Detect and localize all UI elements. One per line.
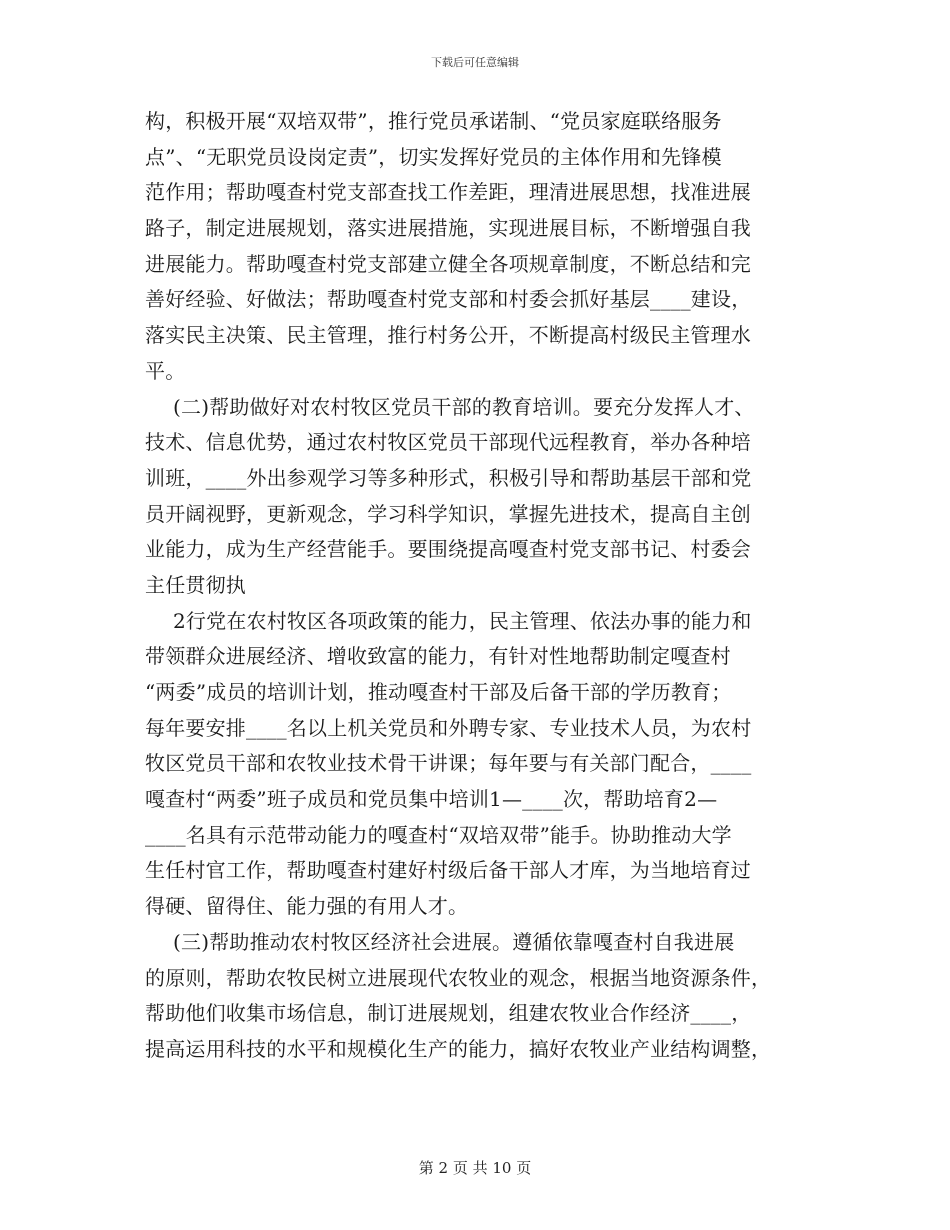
text-line: 生任村官工作，帮助嘎查村建好村级后备干部人才库，为当地培育过 [145,858,751,883]
text-line: “两委”成员的培训计划，推动嘎查村干部及后备干部的学历教育； [145,680,732,704]
text-line: 得硬、留得住、能力强的有用人才。 [145,894,469,919]
paragraph-start-line: 2行党在农村牧区各项政策的能力，民主管理、依法办事的能力和 [173,608,752,633]
text-line: ____名具有示范带动能力的嘎查村“双培双带”能手。协助推动大学 [145,822,732,847]
text-line: 牧区党员干部和农牧业技术骨干讲课；每年要与有关部门配合，____ [145,751,752,776]
text-line: 路子，制定进展规划，落实进展措施，实现进展目标，不断增强自我 [145,216,751,241]
paragraph-start-line: (三)帮助推动农村牧区经济社会进展。遵循依靠嘎查村自我进展 [173,929,735,954]
text-line: 提高运用科技的水平和规模化生产的能力，搞好农牧业产业结构调整， [145,1036,772,1061]
text-line: 进展能力。帮助嘎查村党支部建立健全各项规章制度，不断总结和完 [145,251,751,276]
text-line: 落实民主决策、民主管理，推行村务公开，不断提高村级民主管理水 [145,323,751,348]
page-number: 第 2 页 共 10 页 [418,1159,532,1177]
text-line: 主任贯彻执 [145,572,246,597]
text-line: 帮助他们收集市场信息，制订进展规划，组建农牧业合作经济____， [145,1001,752,1026]
text-line: 嘎查村“两委”班子成员和党员集中培训1—____次，帮助培育2— [145,787,718,812]
text-line: 技术、信息优势，通过农村牧区党员干部现代远程教育，举办各种培 [145,430,751,455]
text-line: 带领群众进展经济、增收致富的能力，有针对性地帮助制定嘎查村 [145,644,731,669]
page-header-note: 下载后可任意编辑 [431,56,519,69]
text-line: 构，积极开展“双培双带”，推行党员承诺制、“党员家庭联络服务 [145,109,722,133]
text-line: 善好经验、好做法；帮助嘎查村党支部和村委会抓好基层____建设， [145,287,752,312]
text-line: 范作用；帮助嘎查村党支部查找工作差距，理清进展思想，找准进展 [145,180,751,205]
text-line: 平。 [145,358,186,383]
text-line: 业能力，成为生产经营能手。要围绕提高嘎查村党支部书记、村委会 [145,537,751,562]
document-body [145,104,815,1068]
text-line: 的原则，帮助农牧民树立进展现代农牧业的观念，根据当地资源条件， [145,965,772,990]
text-line: 点”、“无职党员设岗定责”，切实发挥好党员的主体作用和先锋模 [145,144,722,169]
text-line: 训班，____外出参观学习等多种形式，积极引导和帮助基层干部和党 [145,465,752,490]
paragraph-start-line: (二)帮助做好对农村牧区党员干部的教育培训。要充分发挥人才、 [173,394,755,419]
text-line: 员开阔视野，更新观念，学习科学知识，掌握先进技术，提高自主创 [145,501,751,526]
text-line: 每年要安排____名以上机关党员和外聘专家、专业技术人员，为农村 [145,715,752,740]
